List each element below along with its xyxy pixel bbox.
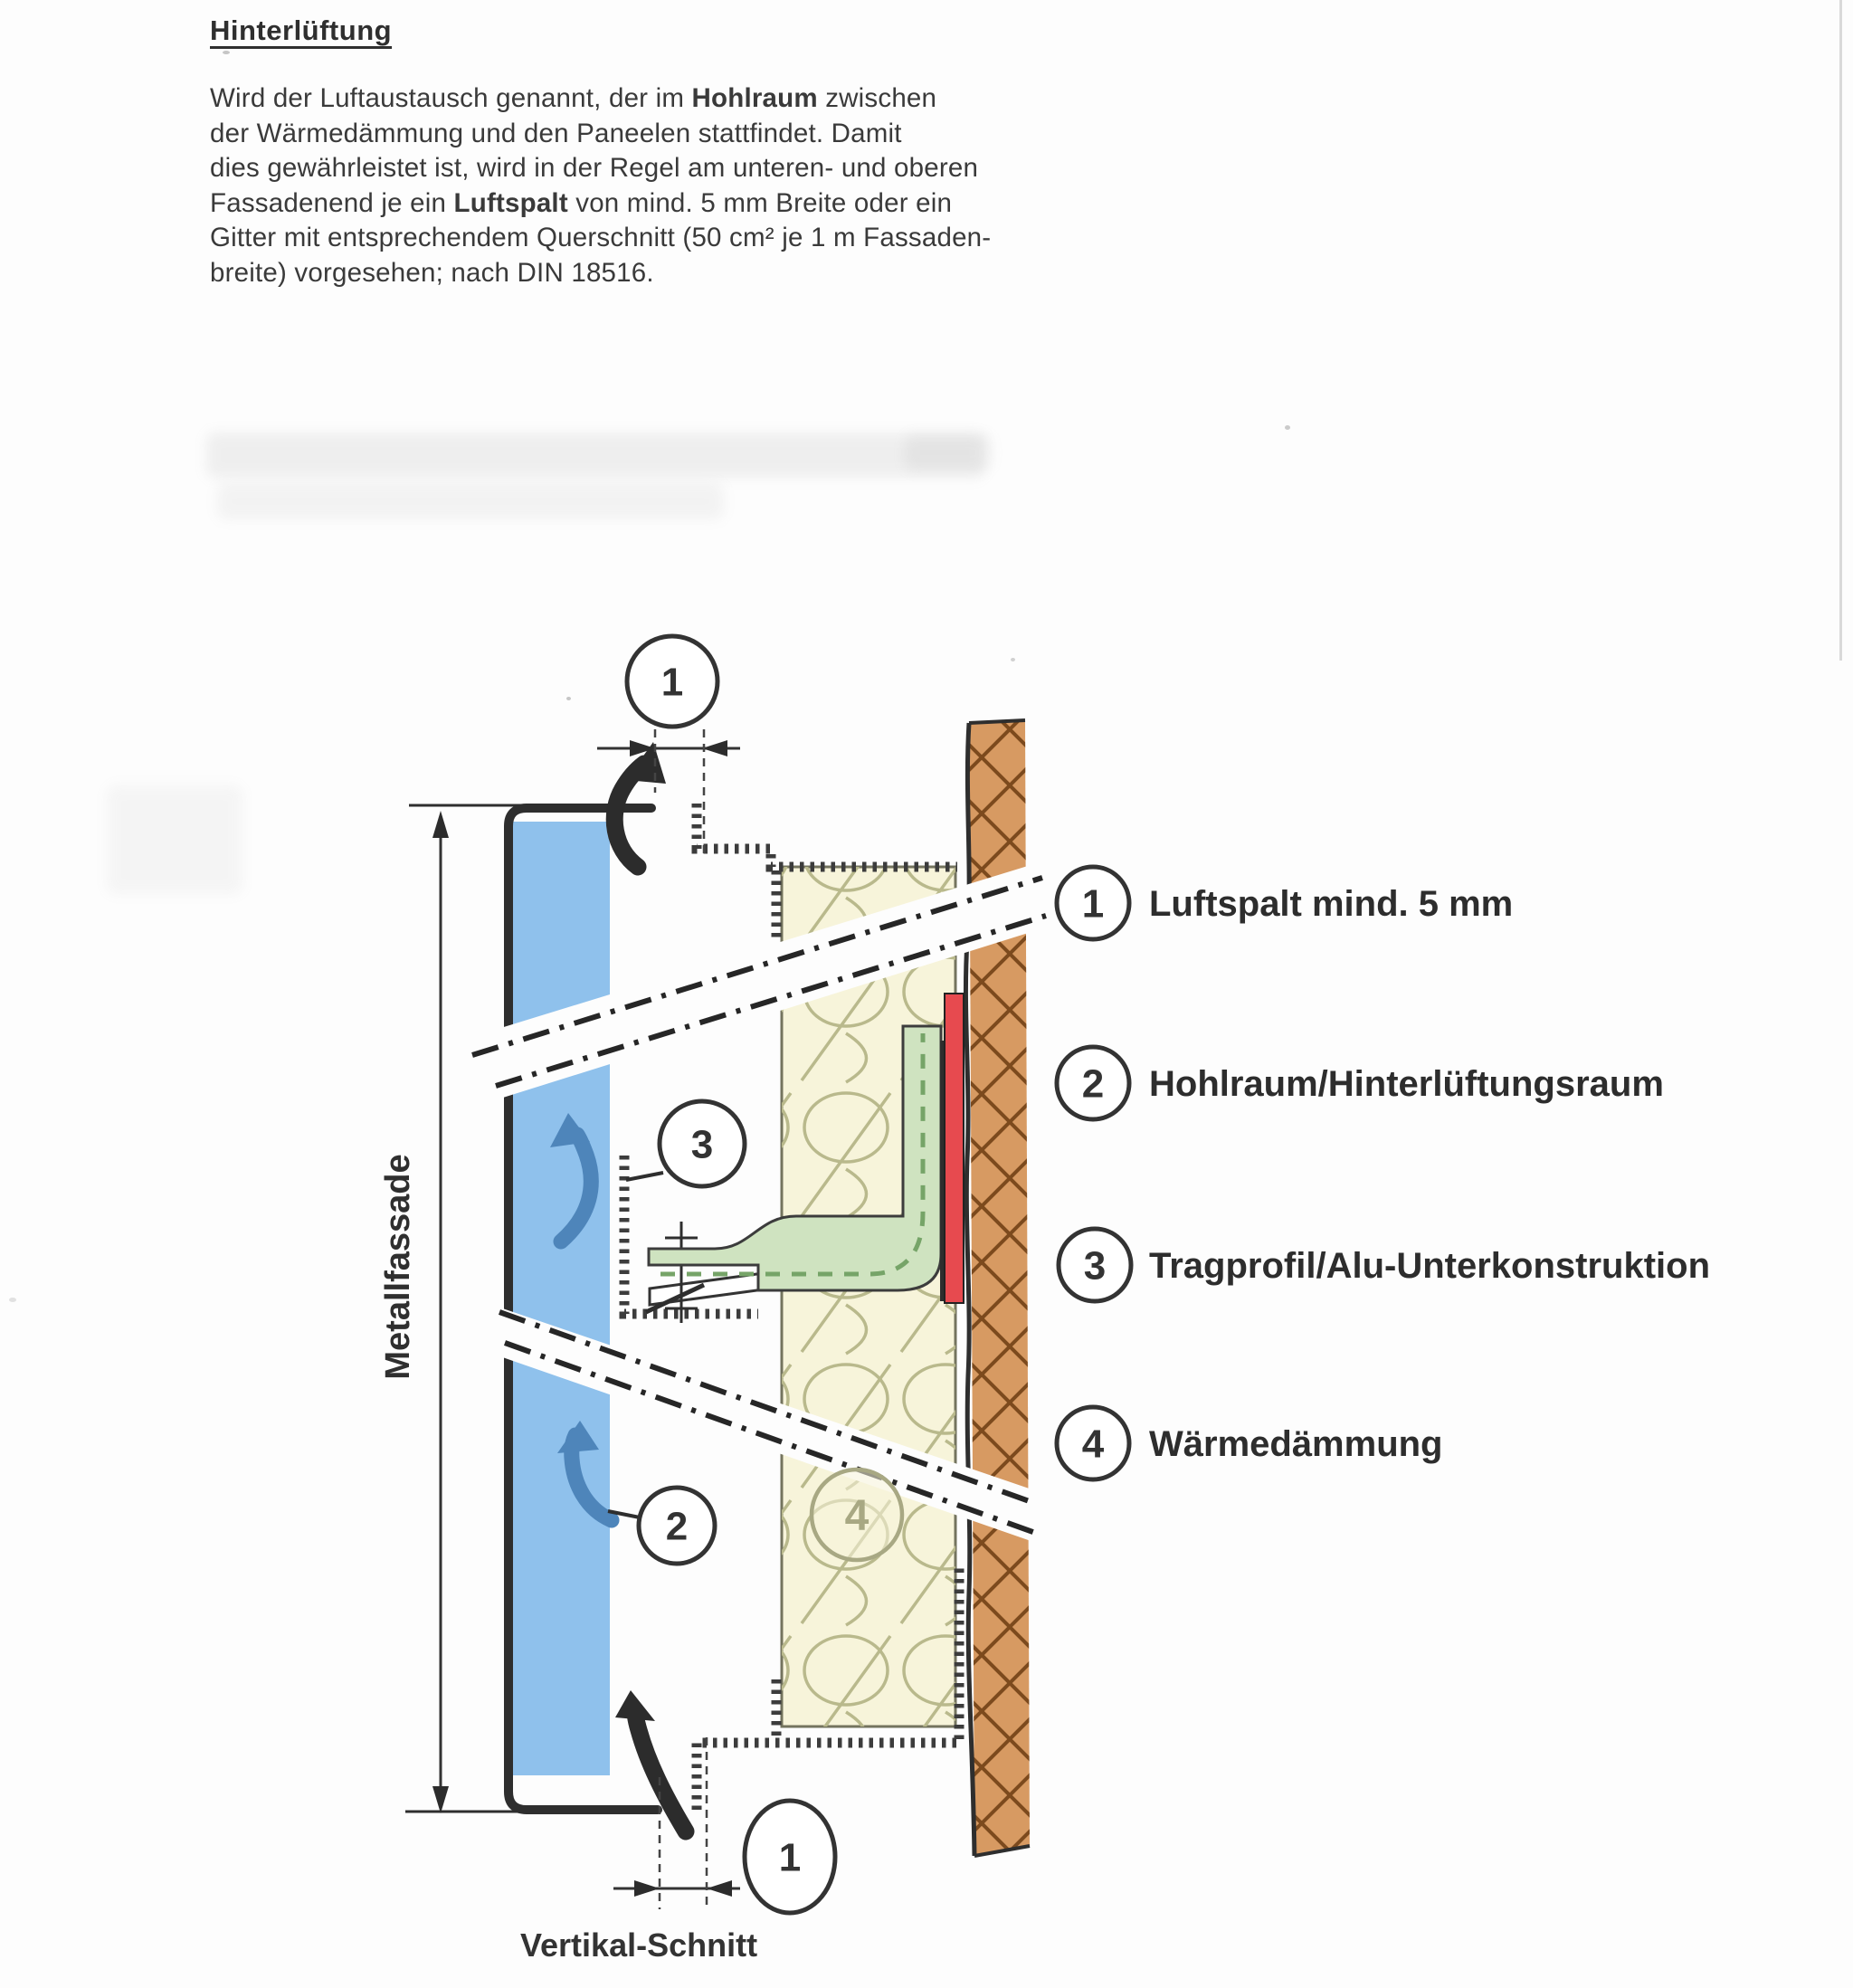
callout-number: 3 <box>690 1122 714 1167</box>
diagram-legend <box>1057 867 1710 1479</box>
legend-label: Tragprofil/Alu-Unterkonstruktion <box>1149 1246 1710 1286</box>
callout-cavity <box>608 1488 715 1564</box>
diagram-caption: Vertikal-Schnitt <box>520 1926 758 1964</box>
paragraph-line: dies gewährleistet ist, wird in der Regel am unteren- und oberen <box>210 153 979 184</box>
callout-number: 1 <box>660 660 684 705</box>
legend-item <box>1057 1407 1443 1479</box>
legend-item <box>1057 867 1513 939</box>
legend-label: Hohlraum/Hinterlüftungsraum <box>1149 1064 1664 1104</box>
callout-top-gap <box>627 636 717 727</box>
legend-number: 1 <box>1081 881 1105 927</box>
callout-bottom-gap <box>745 1801 835 1913</box>
legend-number: 3 <box>1083 1243 1107 1289</box>
legend-label: Luftspalt mind. 5 mm <box>1149 884 1514 924</box>
wall-anchor <box>942 994 964 1303</box>
callout-number: 1 <box>778 1835 802 1880</box>
paragraph-line: Fassadenend je ein Luftspalt von mind. 5 mm Breite oder ein <box>210 187 953 218</box>
page-title: Hinterlüftung <box>210 14 393 46</box>
legend-item <box>1057 1047 1664 1119</box>
legend-number: 4 <box>1081 1422 1105 1467</box>
callout-number: 4 <box>844 1491 869 1540</box>
callout-insulation <box>812 1470 902 1560</box>
paragraph-line: breite) vorgesehen; nach DIN 18516. <box>210 257 654 288</box>
callout-number: 2 <box>665 1504 689 1549</box>
paragraph-line: Wird der Luftaustausch genannt, der im Hohlraum zwischen <box>210 83 937 113</box>
legend-item <box>1059 1229 1710 1301</box>
legend-number: 2 <box>1081 1061 1105 1107</box>
facade-label: Metallfassade <box>379 1154 417 1380</box>
height-dimension-line <box>432 811 449 1813</box>
metal-facade-panel <box>508 822 610 1775</box>
paragraph-line: der Wärmedämmung und den Paneelen stattfindet. Damit <box>210 118 902 148</box>
callout-profile <box>626 1101 745 1186</box>
top-flashing <box>697 804 957 867</box>
legend-label: Wärmedämmung <box>1149 1424 1443 1464</box>
paragraph-line: Gitter mit entsprechendem Querschnitt (50 cm² je 1 m Fassaden- <box>210 223 992 253</box>
